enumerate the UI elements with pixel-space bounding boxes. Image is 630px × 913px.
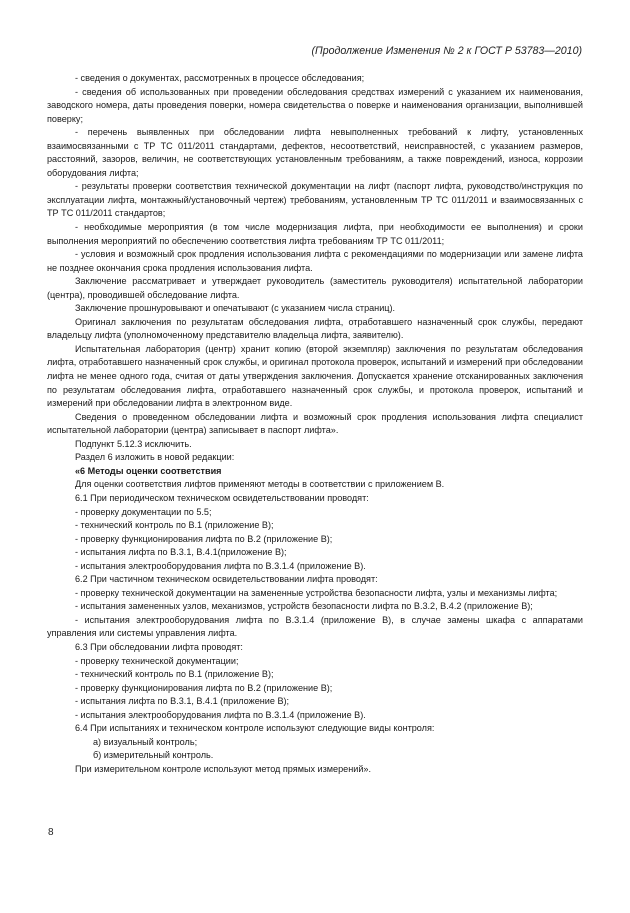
list-item: - проверку функционирования лифта по В.2 (приложение В); xyxy=(75,533,333,544)
paragraph: 6.3 При обследовании лифта проводят: xyxy=(75,641,243,652)
list-item: - испытания электрооборудования лифта по В.3.1.4 (приложение В). xyxy=(75,709,366,720)
paragraph: - условия и возможный срок продления использования лифта с рекомендациями по модернизации или замене лифта не позднее окончания срока продления использования лифта. xyxy=(47,249,583,273)
list-item: - проверку функционирования лифта по В.2 (приложение В); xyxy=(75,682,333,693)
list-item: а) визуальный контроль; xyxy=(93,736,198,747)
paragraph: Оригинал заключения по результатам обследования лифта, отработавшего назначенный срок службы, передают владельцу лифта (уполномоченному представителю владельца лифта, заявителю). xyxy=(47,316,583,341)
paragraph: Испытательная лаборатория (центр) хранит копию (второй экземпляр) заключения по результатам обследования лифта, отработавшего назначенный срок службы, и оригинал протокола проверок, испытаний и измерений при обследовании лифта не менее одного года, считая от даты утверждения заключения. Допускается хранение отсканированных заключения по результатам обследования лифта, отработавшего назначенный срок службы, и протокола проверок, испытаний и измерений при обследовании лифта в электронном виде. xyxy=(47,343,583,409)
list-item: - проверку документации по 5.5; xyxy=(75,506,212,517)
section-heading: «6 Методы оценки соответствия xyxy=(75,465,222,476)
paragraph: - необходимые мероприятия (в том числе модернизация лифта, при необходимости ее выполнения) и сроки выполнения мероприятий по обеспечению соответствия лифта требованиям ТР ТС 011/2011; xyxy=(47,222,583,246)
paragraph: - перечень выявленных при обследовании лифта невыполненных требований к лифту, установленных взаимосвязанными с ТР ТС 011/2011 стандартами, дефектов, несоответствий, неисправностей, с указанием размеров, расстояний, зазоров, величин, не соответствующих установленным требованиям, а также повреждений, износа, коррозии оборудования лифта; xyxy=(47,127,583,178)
list-item: - испытания электрооборудования лифта по В.3.1.4 (приложение В), в случае замены шкафа с аппаратами управления или системы управления лифта. xyxy=(47,614,583,639)
paragraph: - результаты проверки соответствия технической документации на лифт (паспорт лифта, руководство/инструкция по эксплуатации лифта, монтажный/установочный чертеж) требованиям, установленным ТР ТС 011/2011 и взаимосвязанных с ТР ТС 011/2011 стандартов; xyxy=(47,181,583,219)
paragraph: При измерительном контроле используют метод прямых измерений». xyxy=(75,763,371,774)
list-item: - технический контроль по В.1 (приложение В); xyxy=(75,520,274,531)
paragraph: - сведения об использованных при проведении обследования средствах измерений с указанием их наименования, заводского номера, даты проведения поверки, номера свидетельства о поверке и наименования организации, выполнившей поверку; xyxy=(47,86,583,124)
list-item: - испытания лифта по В.3.1, В.4.1 (приложение В); xyxy=(75,696,290,707)
paragraph: Подпункт 5.12.3 исключить. xyxy=(75,438,192,449)
list-item: - технический контроль по В.1 (приложение В); xyxy=(75,669,274,680)
paragraph: Заключение рассматривает и утверждает руководитель (заместитель руководителя) испытательной лаборатории (центра), проводившей обследование лифта. xyxy=(47,276,583,300)
paragraph: 6.4 При испытаниях и техническом контроле используют следующие виды контроля: xyxy=(75,723,435,734)
list-item: - проверку технической документации; xyxy=(75,655,239,666)
list-item: - проверку технической документации на замененные устройства безопасности лифта, узлы и механизмы лифта; xyxy=(75,587,558,598)
paragraph: Раздел 6 изложить в новой редакции: xyxy=(75,452,235,463)
paragraph: 6.2 При частичном техническом освидетельствовании лифта проводят: xyxy=(75,574,378,585)
list-item: - испытания лифта по В.3.1, В.4.1(приложение В); xyxy=(75,547,287,558)
paragraph: Для оценки соответствия лифтов применяют методы в соответствии с приложением В. xyxy=(75,479,445,490)
list-item: б) измерительный контроль. xyxy=(93,750,214,761)
paragraph: 6.1 При периодическом техническом освидетельствовании проводят: xyxy=(75,492,369,503)
document-body xyxy=(47,72,583,776)
paragraph: Сведения о проведенном обследовании лифта и возможный срок продления использования лифта специалист испытательной лаборатории (центра) записывает в паспорт лифта». xyxy=(47,411,583,436)
page-number: 8 xyxy=(48,827,54,838)
paragraph: Заключение прошнуровывают и опечатывают (с указанием числа страниц). xyxy=(75,303,396,314)
running-header: (Продолжение Изменения № 2 к ГОСТ Р 53783—2010) xyxy=(311,45,582,57)
list-item: - испытания замененных узлов, механизмов, устройств безопасности лифта по В.3.2, В.4.2 (приложение В); xyxy=(75,601,533,612)
paragraph: - сведения о документах, рассмотренных в процессе обследования; xyxy=(75,73,365,83)
list-item: - испытания электрооборудования лифта по В.3.1.4 (приложение В). xyxy=(75,560,366,571)
